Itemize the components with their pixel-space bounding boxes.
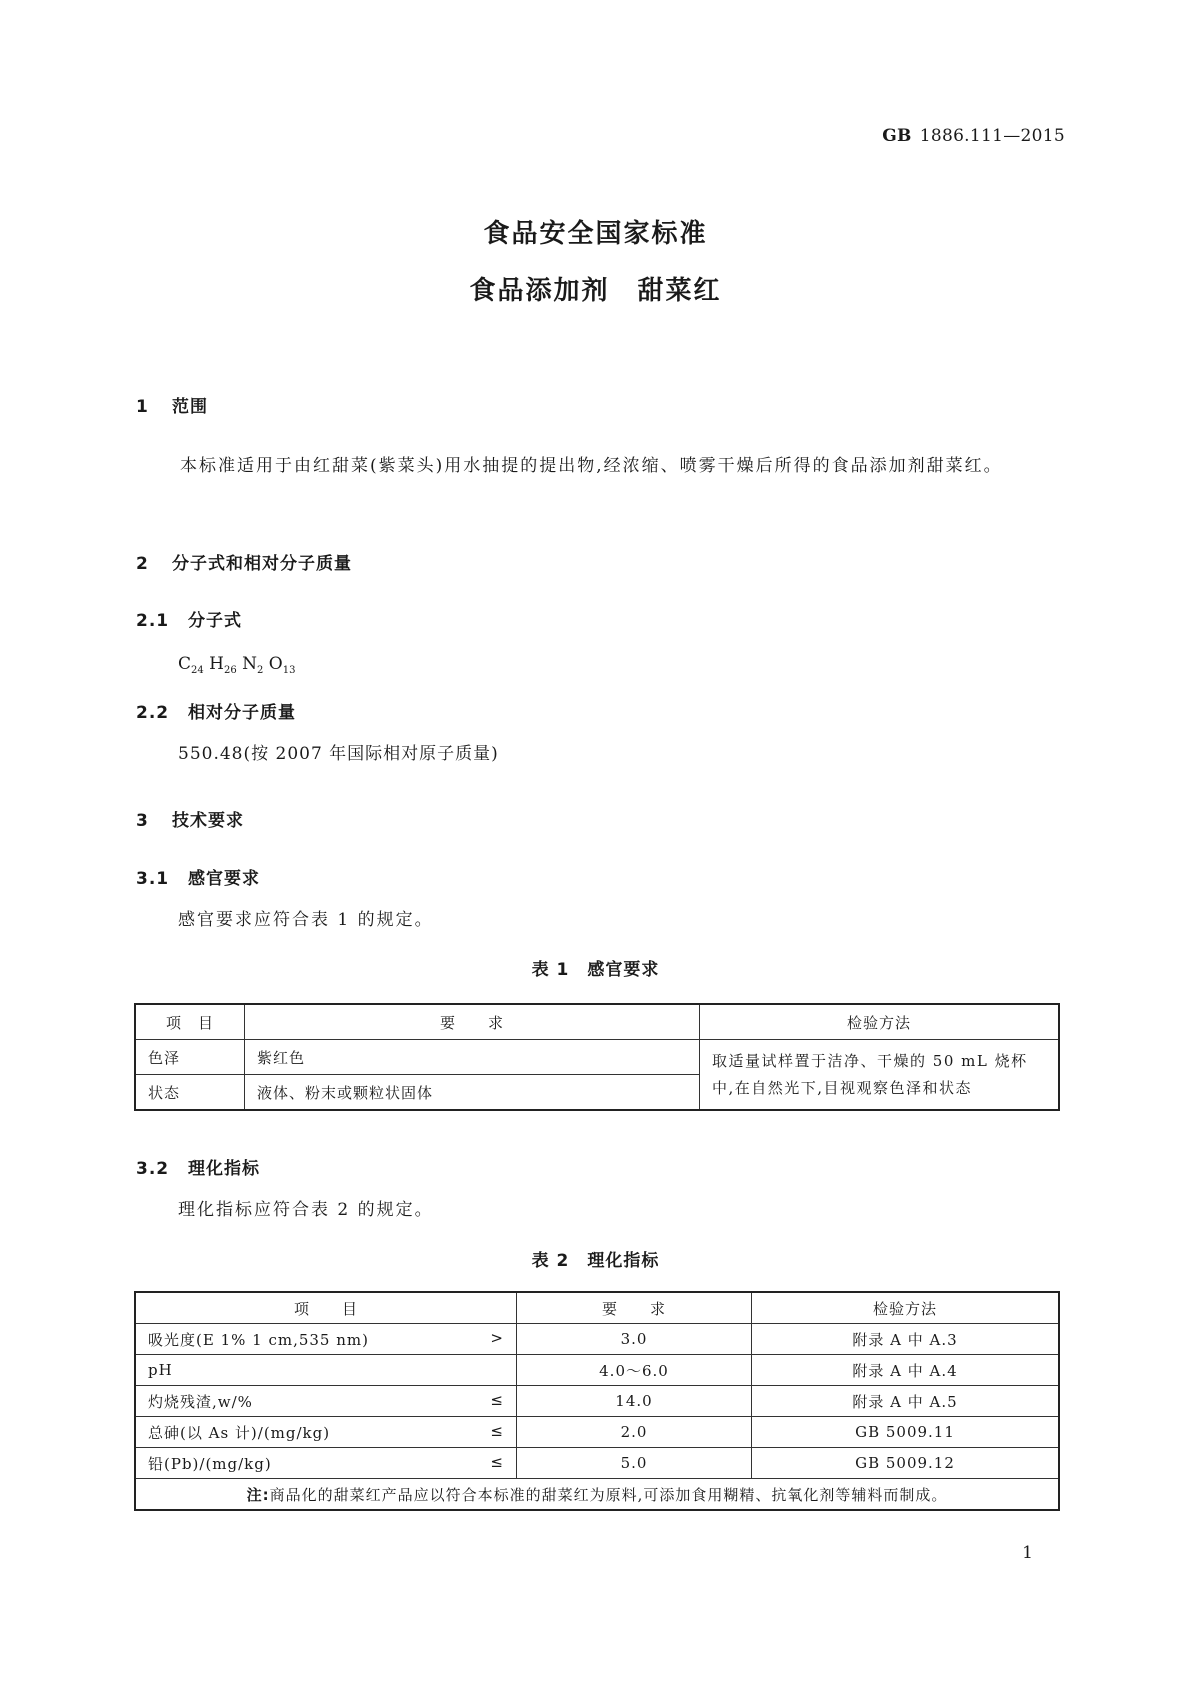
less-equal-symbol: ≤: [490, 1421, 504, 1440]
sub-title: 食品添加剂 甜菜红: [469, 276, 722, 306]
table-2-header-row: [135, 1292, 1059, 1324]
table-2-cell-requirement: 4.0～6.0: [517, 1355, 752, 1386]
document-code: [882, 126, 1065, 146]
less-equal-symbol: ≤: [490, 1390, 504, 1409]
table-2-cell-requirement: 5.0: [517, 1448, 752, 1479]
table-1: [134, 1003, 1060, 1111]
table-row: [135, 1355, 1059, 1386]
table-2-cell-method: 附录 A 中 A.5: [752, 1386, 1060, 1417]
table-2-cell-method: GB 5009.12: [752, 1448, 1060, 1479]
table-2-cell-item: 总砷(以 As 计)/(mg/kg): [148, 1423, 331, 1442]
table-2-header-item: 项 目: [135, 1292, 517, 1324]
table-1-cell-item: 状态: [135, 1075, 245, 1111]
table-1-header-requirement: 要 求: [245, 1004, 700, 1040]
greater-than-symbol: >: [490, 1328, 504, 1347]
section-2-heading: 2 分子式和相对分子质量: [136, 554, 352, 574]
table-1-header-row: [135, 1004, 1059, 1040]
section-3-2-heading: 3.2 理化指标: [136, 1159, 260, 1179]
table-row: [135, 1417, 1059, 1448]
table-2-note: 商品化的甜菜红产品应以符合本标准的甜菜红为原料,可添加食用糊精、抗氧化剂等辅料而制成。: [269, 1485, 948, 1504]
section-2-2-heading: 2.2 相对分子质量: [136, 703, 296, 723]
table-row: [135, 1386, 1059, 1417]
section-3-2-text: 理化指标应符合表 2 的规定。: [178, 1200, 434, 1220]
section-1-heading: 1 范围: [136, 397, 208, 417]
table-2-cell-method: 附录 A 中 A.3: [752, 1324, 1060, 1355]
table-1-caption: 表 1 感官要求: [531, 960, 660, 980]
table-2-header-requirement: 要 求: [517, 1292, 752, 1324]
molecular-formula: $C_{24}$ $H_{26}$ $N_2$ $O_{13}$: [178, 654, 296, 676]
section-3-1-heading: 3.1 感官要求: [136, 869, 260, 889]
section-3-heading: 3 技术要求: [136, 811, 244, 831]
table-2-cell-item: pH: [148, 1361, 173, 1379]
code-number: 1886.111—2015: [919, 126, 1065, 146]
main-title: 食品安全国家标准: [483, 219, 708, 249]
table-1-cell-requirement: 液体、粉末或颗粒状固体: [245, 1075, 700, 1111]
code-prefix: GB: [882, 126, 912, 146]
table-2-cell-item: 吸光度(E 1% 1 cm,535 nm): [148, 1330, 369, 1349]
table-2-cell-method: 附录 A 中 A.4: [752, 1355, 1060, 1386]
table-2-cell-requirement: 14.0: [517, 1386, 752, 1417]
less-equal-symbol: ≤: [490, 1452, 504, 1471]
table-2-cell-requirement: 2.0: [517, 1417, 752, 1448]
table-row: [135, 1040, 1059, 1075]
table-1-cell-method: 取适量试样置于洁净、干燥的 50 mL 烧杯中,在自然光下,目视观察色泽和状态: [700, 1040, 1060, 1111]
page-number: 1: [1022, 1543, 1033, 1563]
note-label: 注:: [246, 1485, 270, 1504]
table-1-header-item: 项 目: [135, 1004, 245, 1040]
table-2-header-method: 检验方法: [752, 1292, 1060, 1324]
molecular-mass-text: 550.48(按 2007 年国际相对原子质量): [178, 744, 499, 764]
table-1-cell-requirement: 紫红色: [245, 1040, 700, 1075]
section-2-1-heading: 2.1 分子式: [136, 611, 242, 631]
table-2-caption: 表 2 理化指标: [531, 1251, 660, 1271]
section-3-1-text: 感官要求应符合表 1 的规定。: [178, 910, 434, 930]
table-row: [135, 1448, 1059, 1479]
table-1-cell-item: 色泽: [135, 1040, 245, 1075]
table-1-header-method: 检验方法: [700, 1004, 1060, 1040]
table-2-cell-method: GB 5009.11: [752, 1417, 1060, 1448]
table-2: [134, 1291, 1060, 1511]
table-2-cell-item: 铅(Pb)/(mg/kg): [148, 1454, 272, 1473]
table-2-note-row: [135, 1479, 1059, 1511]
table-2-cell-item: 灼烧残渣,w/%: [148, 1392, 253, 1411]
table-row: [135, 1324, 1059, 1355]
table-2-cell-requirement: 3.0: [517, 1324, 752, 1355]
section-1-text: 本标准适用于由红甜菜(紫菜头)用水抽提的提出物,经浓缩、喷雾干燥后所得的食品添加剂甜菜红。: [180, 456, 1003, 476]
